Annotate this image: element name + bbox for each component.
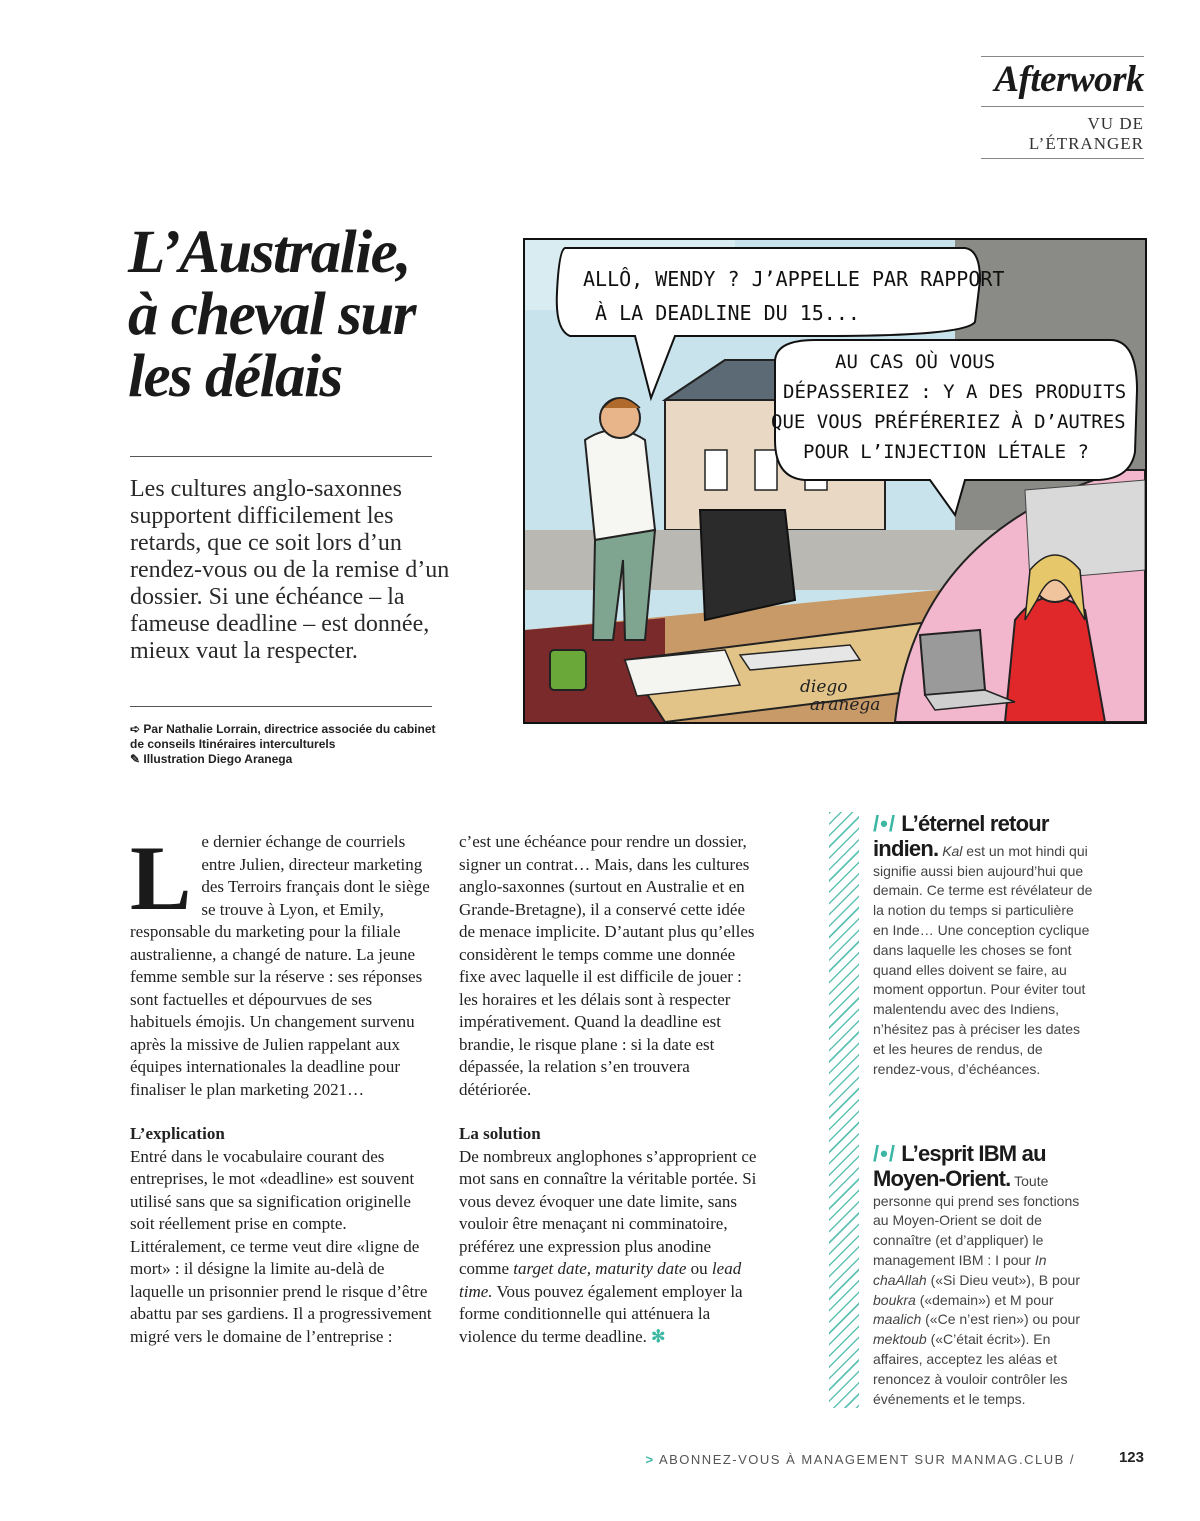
section-subtitle-line1: VU DE (1087, 114, 1144, 133)
sidebar-box2-i1: In chaAllah (873, 1251, 1047, 1288)
laptop-screen (920, 630, 985, 695)
bubble-2-line3: QUE VOUS PRÉFÉRERIEZ À D’AUTRES (771, 411, 1126, 433)
body-paragraph-3: c’est une échéance pour rendre un dossier, signer un contrat… Mais, dans les cultures anglo-saxonnes (surtout en Australie et en Grande-Bretagne), il a conservé cette idée de menace implicite. D’autant plus qu’elles considèrent le temps comme une donnée fixe avec laquelle il est difficile de jouer : les horaires et les délais sont à respecter impérativement. Quand la deadline est brandie, le risque plane : si la date est dépassée, la relation s’en trouvera détériorée. (459, 832, 755, 1099)
credit-author: ➪ Par Nathalie Lorrain, directrice associée du cabinet de conseils Itinéraires interculturels (130, 722, 436, 751)
body-paragraph-1: e dernier échange de courriels entre Julien, directeur marketing des Terroirs français dont le siège se trouve à Lyon, et Emily, responsable du marketing pour la filiale australienne, a changé de nature. La jeune femme semble sur la réserve : ses réponses sont factuelles et dépourvues de ses habituels émojis. Un changement survenu après la missive de Julien rappelant aux équipes internationales la deadline pour finaliser le plan marketing 2021… (130, 832, 430, 1099)
sidebar-box2-t1: Toute personne qui prend ses fonctions au Moyen-Orient se doit de connaître (et d’appliquer) le management IBM : I pour (873, 1172, 1080, 1268)
sidebar-box2-t5: («C’était écrit»). En affaires, acceptez les aléas et renoncez à vouloir contrôler les événements et le temps. (873, 1331, 1068, 1407)
sidebar-box2-i3: maalich (873, 1311, 922, 1328)
sidebar-bullet-icon: /•/ (873, 811, 896, 836)
sidebar-box1-text: est un mot hindi qui signifie aussi bien aujourd’hui que demain. Ce terme est révélateur de la notion du temps si particulière en Inde… Une conception cyclique dans laquelle les choses se font quand elles doivent se faire, au moment opportun. Pour éviter tout malentendu avec des Indiens, n’hésitez pas à préciser les dates et les heures de rendus, de rendez-vous, d’échéances. (873, 842, 1093, 1077)
bubble-2-line2: DÉPASSERIEZ : Y A DES PRODUITS (783, 381, 1127, 403)
article-lede: Les cultures anglo-saxonnes supportent difficilement les retards, que ce soit lors d’un rendez-vous ou de la remise d’un dossier. Si une échéance – la fameuse deadline – est donnée, mieux vaut la respecter. (130, 476, 450, 664)
sidebar-box2-i2: boukra (873, 1291, 916, 1308)
sidebar-bullet-icon: /•/ (873, 1141, 896, 1166)
dropcap: L (130, 827, 192, 929)
sidebar-box2-i4: mektoub (873, 1331, 927, 1348)
signature-line2: aranega (810, 695, 881, 715)
window (755, 450, 777, 490)
section-rule-mid (981, 106, 1144, 107)
bubble-2-line1: AU CAS OÙ VOUS (835, 351, 996, 373)
sidebar-box-india (873, 812, 1093, 1079)
mug (550, 650, 586, 690)
body-column-1 (130, 827, 432, 1348)
sidebar-box1-italic: Kal (942, 842, 963, 859)
section-rule-bottom (981, 158, 1144, 159)
window (705, 450, 727, 490)
credit-illustration: ✎ Illustration Diego Aranega (130, 752, 293, 766)
section-rule-top (981, 56, 1144, 57)
man-trousers (593, 530, 655, 640)
signature-line1: diego (800, 677, 848, 697)
headline-line3: les délais (128, 343, 342, 410)
bubble-1-line1: ALLÔ, WENDY ? J’APPELLE PAR RAPPORT (583, 267, 1005, 291)
lede-rule-top (130, 456, 432, 457)
sidebar-hatch-decoration (829, 812, 859, 1408)
bubble-2-line4: POUR L’INJECTION LÉTALE ? (803, 441, 1089, 463)
bubble-1-line2: À LA DEADLINE DU 15... (595, 301, 860, 325)
section-subtitle (1029, 114, 1144, 154)
office-chair (700, 510, 795, 620)
cartoon-svg (525, 240, 1145, 722)
headline-line2: à cheval sur (128, 281, 415, 348)
heading-solution: La solution (459, 1124, 541, 1143)
headline-line1: L’Australie, (128, 219, 410, 286)
para4-text-c: Vous pouvez également employer la forme conditionnelle qui atténuera la violence du terme deadline. (459, 1281, 743, 1346)
section-subtitle-line2: L’ÉTRANGER (1028, 134, 1144, 153)
para4-italic2: lead time. (459, 1259, 742, 1301)
arrow-right-icon: > (645, 1452, 655, 1467)
man-shirt (585, 430, 655, 540)
body-paragraph-4 (459, 1146, 759, 1349)
para4-text-b: ou (686, 1259, 712, 1278)
para4-italic: target date, maturity date (513, 1259, 687, 1278)
cartoon-illustration (523, 238, 1147, 724)
lede-rule-bottom (130, 706, 432, 707)
sidebar-box2-title: L’esprit IBM au Moyen-Orient. (873, 1141, 1046, 1191)
sidebar-box1-title: L’éternel retour indien. (873, 811, 1049, 861)
subscribe-link[interactable] (645, 1452, 1075, 1467)
sidebar-box-middle-east (873, 1142, 1093, 1409)
page-number: 123 (1118, 1449, 1144, 1466)
sidebar-box2-t2: («Si Dieu veut»), B pour (926, 1271, 1080, 1288)
heading-explication: L’explication (130, 1124, 225, 1143)
article-headline (128, 219, 488, 410)
para4-text-a: De nombreux anglophones s’approprient ce mot sans en connaître la véritable portée. Si vous devez évoquer une date limite, sans vouloir être menaçant ni comminatoire, préférez une expression plus anodine comme (459, 1146, 757, 1278)
sidebar-box2-t4: («Ce n’est rien») ou pour (921, 1311, 1081, 1328)
subscribe-text: ABONNEZ-VOUS À MANAGEMENT SUR MANMAG.CLUB / (658, 1452, 1075, 1467)
body-paragraph-2: Entré dans le vocabulaire courant des entreprises, le mot «deadline» est souvent utilisé sans que sa signification originelle soit réellement prise en compte. Littéralement, ce terme veut dire «ligne de mort» : il désigne la limite au-delà de laquelle un prisonnier prend le risque d’être abattu par ses gardiens. Il a progressivement migré vers le domaine de l’entreprise : (130, 1146, 432, 1346)
section-title: Afterwork (994, 59, 1144, 100)
end-mark-icon: ✻ (651, 1326, 666, 1346)
article-credits (130, 722, 440, 767)
body-column-2 (459, 831, 759, 1348)
sidebar-box2-t3: («demain») et M pour (915, 1291, 1054, 1308)
